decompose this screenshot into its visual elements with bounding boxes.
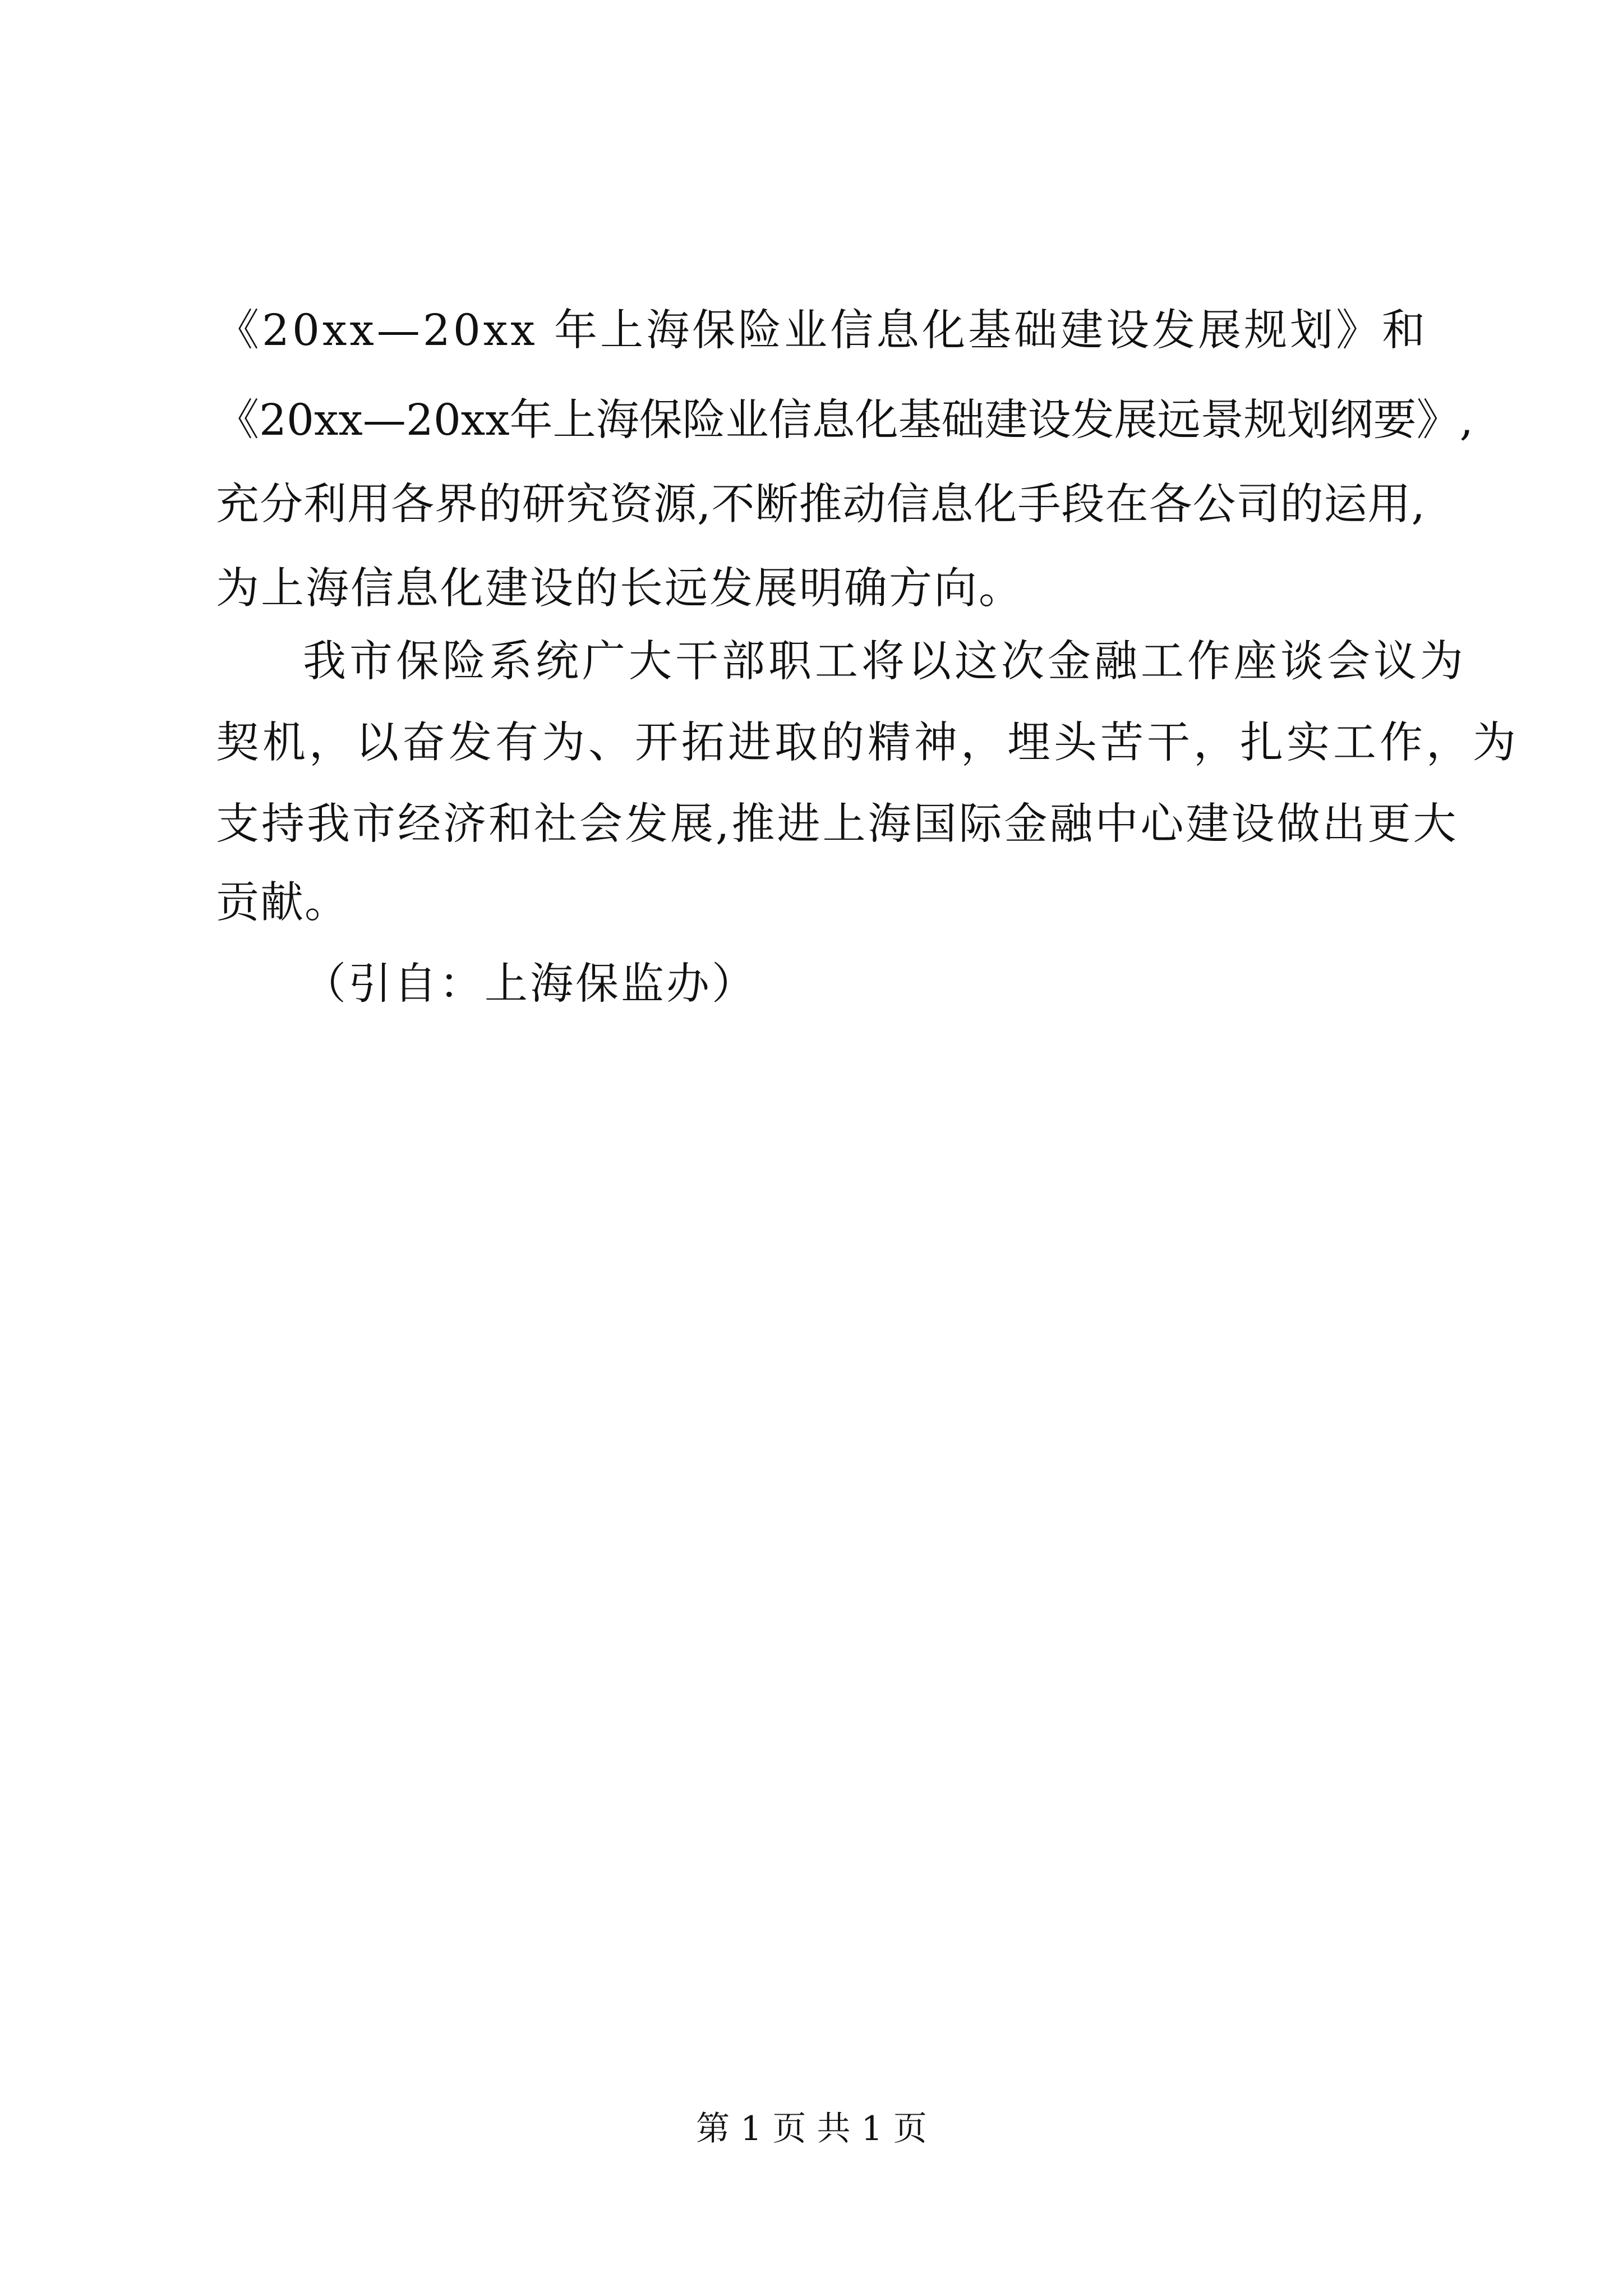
text-line-7: 支持我市经济和社会发展,推进上海国际金融中心建设做出更大 bbox=[216, 799, 1459, 849]
text-line-8: 贡献。 bbox=[216, 878, 349, 928]
text-line-5: 我市保险系统广大干部职工将以这次金融工作座谈会议为 bbox=[303, 637, 1467, 687]
text-line-4: 为上海信息化建设的长远发展明确方向。 bbox=[216, 564, 1023, 614]
page-footer: 第 1 页 共 1 页 bbox=[696, 2109, 927, 2148]
text-line-2: 《20xx—20xx年上海保险业信息化基础建设发展远景规划纲要》, bbox=[216, 395, 1474, 445]
source-citation: （引自：上海保监办） bbox=[303, 959, 757, 1009]
text-line-6: 契机，以奋发有为、开拓进取的精神，埋头苦干，扎实工作，为 bbox=[216, 718, 1519, 768]
text-line-3: 充分利用各界的研究资源,不断推动信息化手段在各公司的运用, bbox=[216, 480, 1426, 530]
text-line-1: 《20xx—20xx 年上海保险业信息化基础建设发展规划》和 bbox=[216, 306, 1428, 356]
